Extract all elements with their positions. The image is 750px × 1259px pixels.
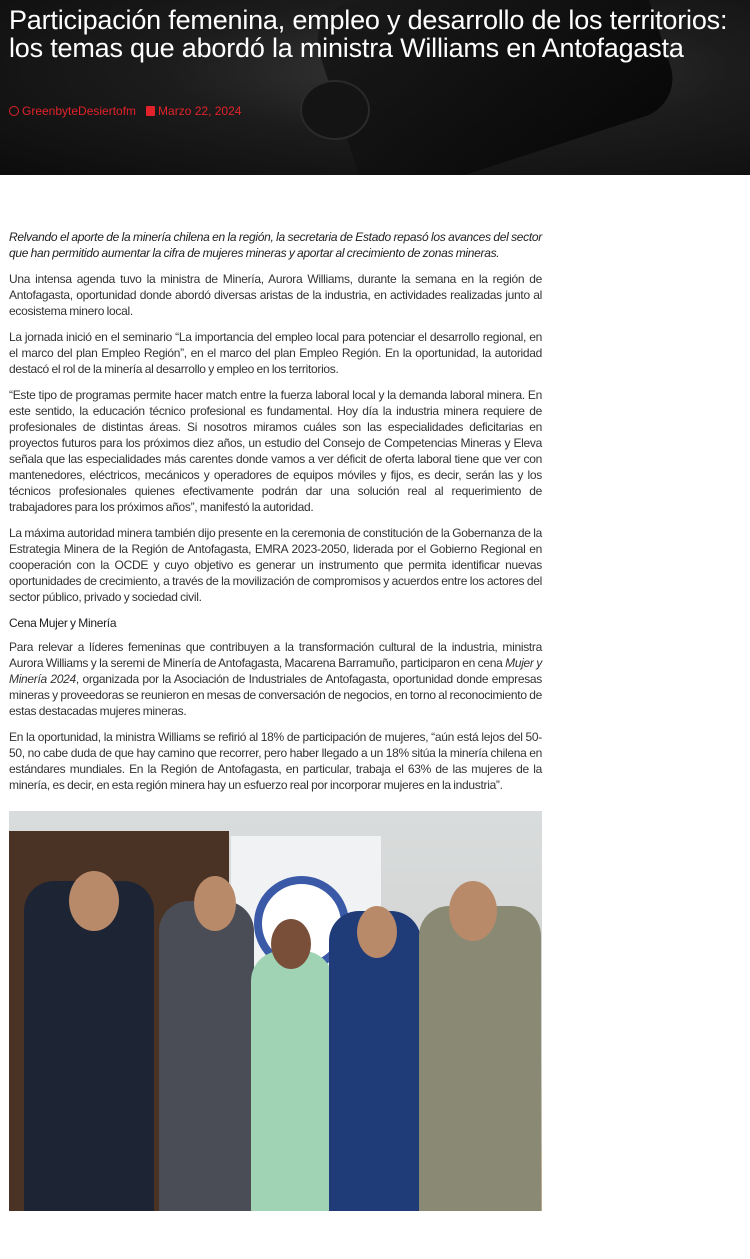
person — [251, 951, 333, 1211]
person-head — [357, 906, 397, 958]
text: , organizada por la Asociación de Industriales de Antofagasta, oportunidad donde empresas mineras y proveedoras se reunieron en mesas de conversación de negocios, en torno al reconocimiento de estas destacadas mujeres mineras. — [9, 672, 543, 718]
paragraph — [9, 639, 542, 719]
author-link[interactable] — [9, 104, 136, 118]
section-heading: Cena Mujer y Minería — [9, 616, 117, 630]
person-head — [271, 919, 311, 969]
person — [159, 901, 254, 1211]
paragraph: En la oportunidad, la ministra Williams se refirió al 18% de participación de mujeres, “aún está lejos del 50-50, no cabe duda de que hay camino que recorrer, pero haber llegado a un 18% sitúa la minería chilena en estándares mundiales. En la Región de Antofagasta, en particular, trabaja el 63% de las mujeres de la minería, es decir, en esta región minera hay un esfuerzo real por incorporar mujeres en la industria”. — [9, 730, 542, 792]
user-icon — [9, 106, 19, 116]
person-head — [194, 876, 236, 931]
page-title: Participación femenina, empleo y desarrollo de los territorios: los temas que abordó la ministra Williams en Antofagasta — [9, 5, 728, 63]
paragraph: La jornada inició en el seminario “La importancia del empleo local para potenciar el desarrollo regional, en el marco del plan Empleo Región”, en el marco del plan Empleo Región. En la oportunidad, la autoridad destacó el rol de la minería al desarrollo y empleo en los territorios. — [9, 330, 542, 376]
article-lead: Relvando el aporte de la minería chilena en la región, la secretaria de Estado repasó los avances del sector que han permitido aumentar la cifra de mujeres mineras y aportar al crecimiento de zonas mineras. — [9, 230, 542, 260]
article-photo — [9, 811, 542, 1211]
article-body — [9, 229, 542, 793]
calendar-icon — [146, 106, 155, 116]
microphone-knob — [300, 80, 370, 140]
paragraph: Una intensa agenda tuvo la ministra de Minería, Aurora Williams, durante la semana en la región de Antofagasta, oportunidad donde abordó diversas aristas de la industria, en actividades realizadas junto al ecosistema minero local. — [9, 272, 542, 318]
author-name: GreenbyteDesiertofm — [22, 104, 137, 118]
paragraph: “Este tipo de programas permite hacer match entre la fuerza laboral local y la demanda laboral minera. En este sentido, la educación técnico profesional es fundamental. Hoy día la industria minera requiere de profesionales de distintas áreas. Si nosotros miramos cuáles son las especialidades deficitarias en proyectos futuros para los próximos diez años, un estudio del Consejo de Competencias Mineras y Eleva señala que las especialidades más carentes donde vamos a ver déficit de oferta laboral tiene que ver con mantenedores, eléctricos, mecánicos y operadores de equipos móviles y fijos, es decir, serán las y los técnicos profesionales quienes efectivamente podrán dar una solución real al requerimiento de trabajadores para los próximos años”, manifestó la autoridad. — [9, 388, 542, 514]
post-date: Marzo 22, 2024 — [158, 104, 242, 118]
paragraph: La máxima autoridad minera también dijo presente en la ceremonia de constitución de la Gobernanza de la Estrategia Minera de la Región de Antofagasta, EMRA 2023-2050, liderada por el Gobierno Regional en cooperación con la OCDE y cuyo objetivo es generar un instrumento que permita identificar nuevas oportunidades de crecimiento, a través de la movilización de compromisos y acuerdos entre los actores del sector público, privado y sociedad civil. — [9, 526, 542, 604]
content-column — [9, 229, 542, 1211]
event-name: Mujer y Minería 2024 — [9, 656, 542, 686]
date-link[interactable] — [146, 104, 241, 118]
person-head — [69, 871, 119, 931]
post-meta — [9, 104, 241, 118]
text: Para relevar a líderes femeninas que contribuyen a la transformación cultural de la industria, ministra Aurora Williams y la seremi de Minería de Antofagasta, Macarena Barramuño, participaron en cena — [9, 640, 542, 670]
person — [419, 906, 541, 1211]
person-head — [449, 881, 497, 941]
hero-banner — [0, 0, 750, 175]
